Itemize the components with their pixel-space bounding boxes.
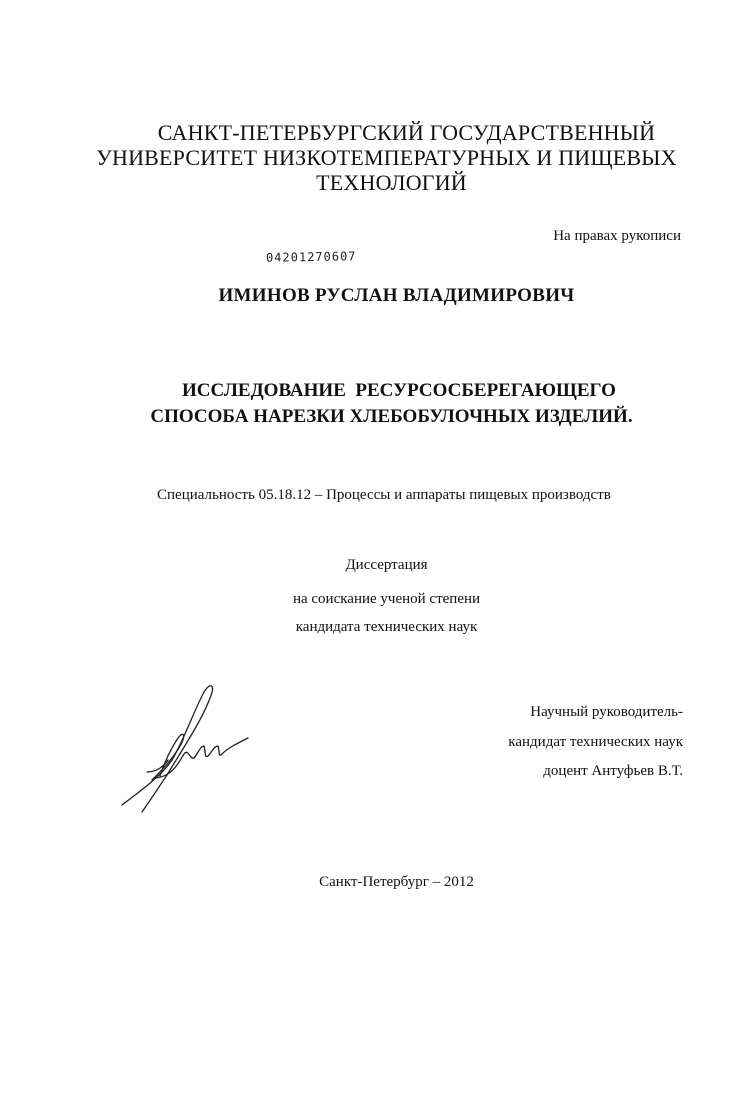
supervisor-title: Научный руководитель- (530, 704, 683, 720)
university-line-3: ТЕХНОЛОГИЙ (316, 170, 467, 195)
university-name (0, 120, 733, 195)
thesis-title (0, 378, 733, 430)
university-line-1: САНКТ-ПЕТЕРБУРГСКИЙ ГОСУДАРСТВЕННЫЙ (157, 120, 656, 145)
author-name: ИМИНОВ РУСЛАН ВЛАДИМИРОВИЧ (218, 285, 575, 306)
specialty-line: Специальность 05.18.12 – Процессы и аппараты пищевых производств (157, 487, 611, 503)
signature-icon (112, 680, 262, 820)
supervisor-degree: кандидат технических наук (508, 734, 683, 750)
rights-note: На правах рукописи (553, 228, 681, 244)
city-year: Санкт-Петербург – 2012 (319, 874, 474, 890)
degree-line-1: на соискание ученой степени (292, 591, 481, 607)
dissertation-label: Диссертация (345, 557, 428, 573)
thesis-title-line-2: СПОСОБА НАРЕЗКИ ХЛЕБОБУЛОЧНЫХ ИЗДЕЛИЙ. (150, 406, 633, 427)
university-line-2: УНИВЕРСИТЕТ НИЗКОТЕМПЕРАТУРНЫХ И ПИЩЕВЫХ (96, 145, 677, 170)
degree-line-2: кандидата технических наук (295, 619, 478, 635)
registry-number: 04201270607 (265, 249, 357, 265)
thesis-title-line-1: ИССЛЕДОВАНИЕ РЕСУРСОСБЕРЕГАЮЩЕГО (182, 380, 616, 401)
supervisor-name: доцент Антуфьев В.Т. (543, 763, 683, 779)
